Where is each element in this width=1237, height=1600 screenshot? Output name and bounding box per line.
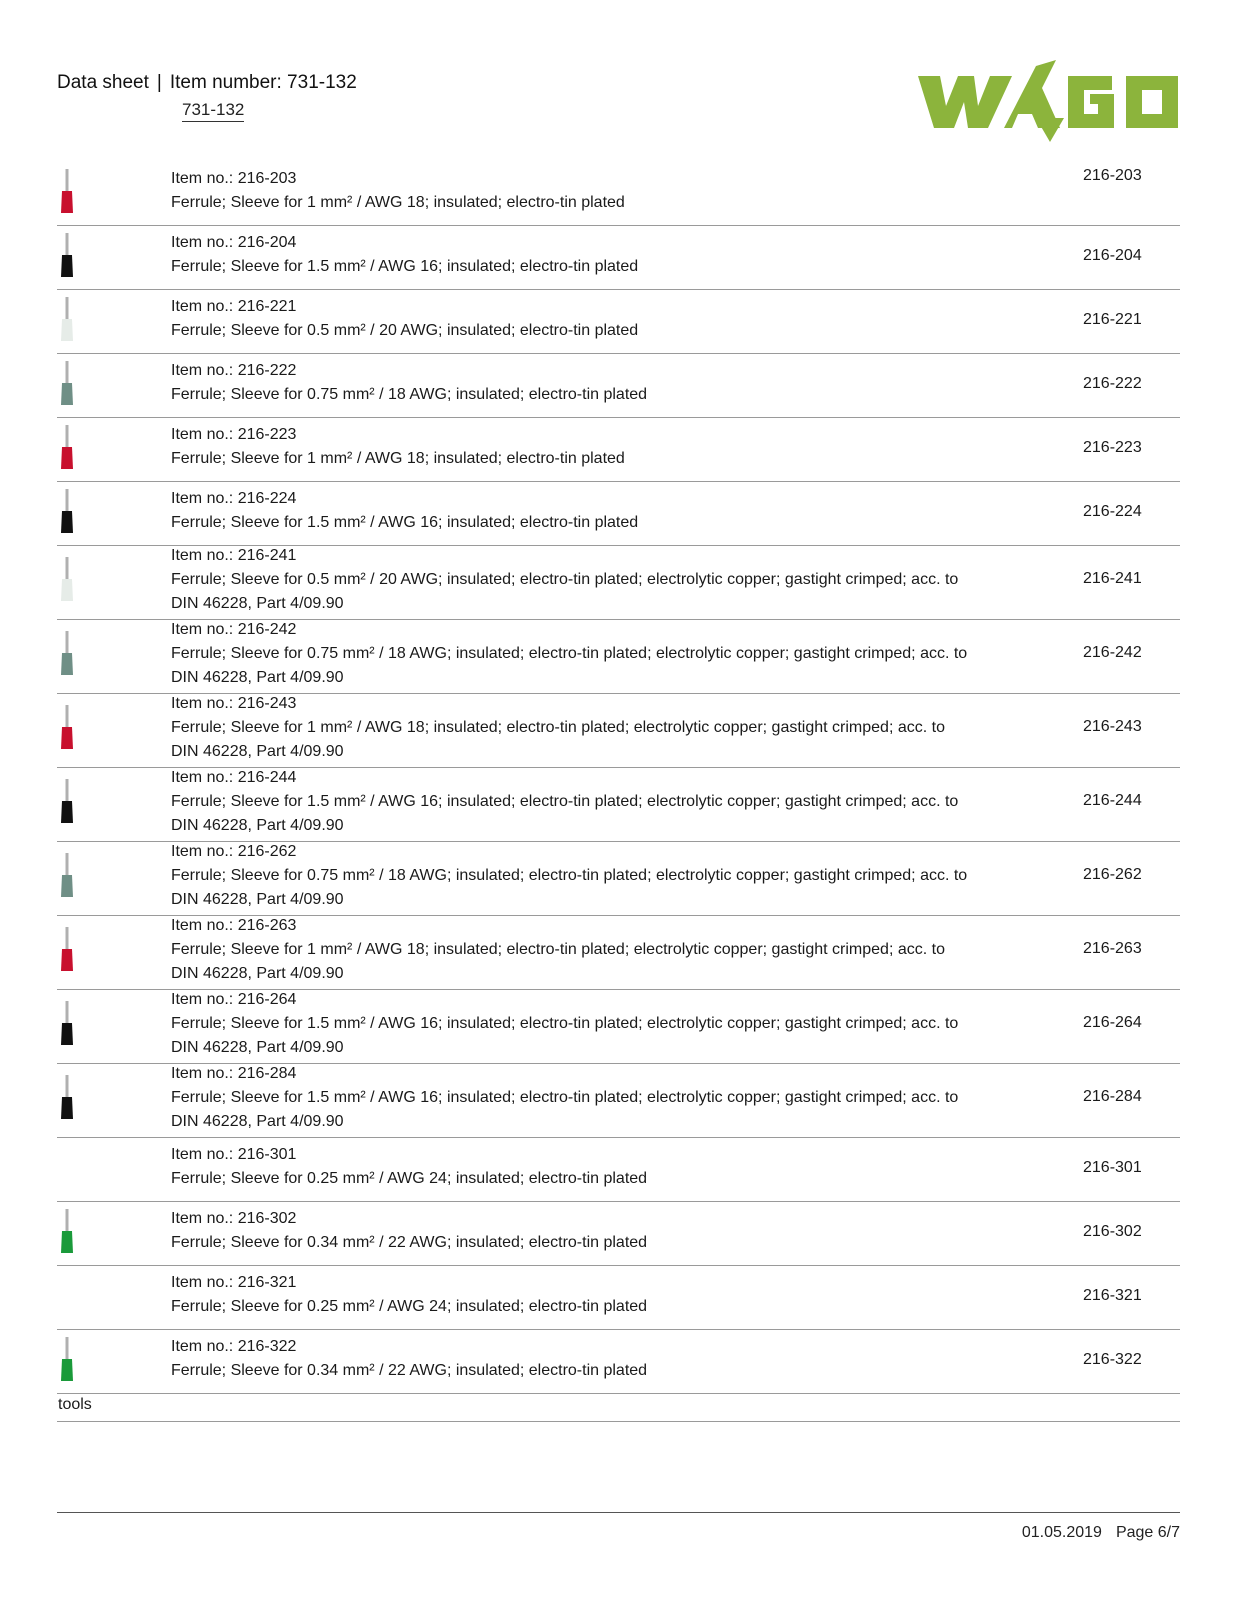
ferrule-sleeve	[61, 255, 73, 277]
footer-page-number: Page 6/7	[1115, 1524, 1180, 1541]
ferrule-sleeve	[61, 319, 73, 341]
item-reference: 216-301	[1083, 1159, 1142, 1176]
item-description: Ferrule; Sleeve for 0.5 mm² / 20 AWG; insulated; electro-tin plated	[171, 322, 639, 339]
ferrule-thumbnail	[59, 169, 75, 215]
ferrule-thumbnail	[59, 1209, 75, 1255]
list-item	[57, 1202, 1180, 1266]
ferrule-sleeve	[61, 1359, 73, 1381]
item-number: Item no.: 216-242	[171, 621, 297, 638]
item-reference: 216-284	[1083, 1088, 1142, 1105]
footer-divider	[57, 1512, 1180, 1513]
item-reference: 216-244	[1083, 792, 1142, 809]
item-number: Item no.: 216-321	[171, 1274, 297, 1291]
item-number: Item no.: 216-244	[171, 769, 297, 786]
item-description: Ferrule; Sleeve for 1 mm² / AWG 18; insulated; electro-tin plated	[171, 194, 625, 211]
wago-logo	[918, 58, 1180, 142]
list-item	[57, 226, 1180, 290]
ferrule-thumbnail	[59, 779, 75, 825]
item-number: Item no.: 216-224	[171, 490, 297, 507]
ferrule-thumbnail	[59, 927, 75, 973]
list-item	[57, 990, 1180, 1064]
item-description: Ferrule; Sleeve for 1 mm² / AWG 18; insulated; electro-tin plated	[171, 450, 625, 467]
item-reference: 216-264	[1083, 1014, 1142, 1031]
ferrule-sleeve	[61, 1231, 73, 1253]
item-description: Ferrule; Sleeve for 1.5 mm² / AWG 16; insulated; electro-tin plated; electrolytic copper; gastight crimped; acc. to DIN 46228, Part 4/09.90	[171, 1089, 959, 1130]
item-number: Item no.: 216-263	[171, 917, 297, 934]
item-description: Ferrule; Sleeve for 0.25 mm² / AWG 24; insulated; electro-tin plated	[171, 1170, 648, 1187]
item-description: Ferrule; Sleeve for 1 mm² / AWG 18; insulated; electro-tin plated; electrolytic copper; gastight crimped; acc. to DIN 46228, Part 4/09.90	[171, 719, 945, 760]
ferrule-sleeve	[61, 949, 73, 971]
item-reference: 216-262	[1083, 866, 1142, 883]
ferrule-thumbnail	[59, 1001, 75, 1047]
item-description: Ferrule; Sleeve for 0.34 mm² / 22 AWG; insulated; electro-tin plated	[171, 1234, 648, 1251]
item-description: Ferrule; Sleeve for 1.5 mm² / AWG 16; insulated; electro-tin plated; electrolytic copper; gastight crimped; acc. to DIN 46228, Part 4/09.90	[171, 793, 959, 834]
item-description: Ferrule; Sleeve for 1 mm² / AWG 18; insulated; electro-tin plated; electrolytic copper; gastight crimped; acc. to DIN 46228, Part 4/09.90	[171, 941, 945, 982]
page-footer	[1022, 1524, 1180, 1542]
list-item	[57, 620, 1180, 694]
ferrule-sleeve	[61, 1023, 73, 1045]
list-item	[57, 694, 1180, 768]
item-description: Ferrule; Sleeve for 1.5 mm² / AWG 16; insulated; electro-tin plated	[171, 514, 639, 531]
item-reference: 216-321	[1083, 1287, 1142, 1304]
list-item	[57, 418, 1180, 482]
item-description: Ferrule; Sleeve for 0.34 mm² / 22 AWG; insulated; electro-tin plated	[171, 1362, 648, 1379]
ferrule-sleeve	[61, 801, 73, 823]
list-item	[57, 290, 1180, 354]
list-item	[57, 1330, 1180, 1394]
title-item-number: Item number: 731-132	[169, 72, 357, 93]
item-description: Ferrule; Sleeve for 0.75 mm² / 18 AWG; insulated; electro-tin plated; electrolytic copper; gastight crimped; acc. to DIN 46228, Part 4/09.90	[171, 645, 968, 686]
item-description: Ferrule; Sleeve for 0.75 mm² / 18 AWG; insulated; electro-tin plated; electrolytic copper; gastight crimped; acc. to DIN 46228, Part 4/09.90	[171, 867, 968, 908]
item-number: Item no.: 216-222	[171, 362, 297, 379]
item-reference: 216-322	[1083, 1351, 1142, 1368]
ferrule-thumbnail	[59, 1075, 75, 1121]
page-title	[57, 72, 357, 94]
item-number: Item no.: 216-203	[171, 170, 297, 187]
list-item	[57, 1138, 1180, 1202]
ferrule-thumbnail	[59, 557, 75, 603]
item-number: Item no.: 216-262	[171, 843, 297, 860]
ferrule-thumbnail	[59, 233, 75, 279]
ferrule-sleeve	[61, 191, 73, 213]
list-item	[57, 546, 1180, 620]
ferrule-sleeve	[61, 511, 73, 533]
ferrule-thumbnail	[59, 489, 75, 535]
item-reference: 216-302	[1083, 1223, 1142, 1240]
ferrule-thumbnail	[59, 425, 75, 471]
item-number: Item no.: 216-221	[171, 298, 297, 315]
item-number: Item no.: 216-284	[171, 1065, 297, 1082]
ferrule-thumbnail	[59, 297, 75, 343]
list-item	[57, 354, 1180, 418]
item-number: Item no.: 216-322	[171, 1338, 297, 1355]
ferrule-sleeve	[61, 1097, 73, 1119]
ferrule-sleeve	[61, 447, 73, 469]
ferrule-sleeve	[61, 579, 73, 601]
item-reference: 216-263	[1083, 940, 1142, 957]
item-number: Item no.: 216-302	[171, 1210, 297, 1227]
ferrule-thumbnail	[59, 853, 75, 899]
item-reference: 216-243	[1083, 718, 1142, 735]
item-number-link[interactable]: 731-132	[182, 100, 244, 122]
ferrule-sleeve	[61, 653, 73, 675]
item-reference: 216-242	[1083, 644, 1142, 661]
item-number: Item no.: 216-241	[171, 547, 297, 564]
item-reference: 216-204	[1083, 247, 1142, 264]
list-item	[57, 162, 1180, 226]
tools-label: tools	[58, 1396, 92, 1413]
item-reference: 216-223	[1083, 439, 1142, 456]
item-reference: 216-203	[1083, 167, 1142, 184]
ferrule-thumbnail	[59, 705, 75, 751]
item-reference: 216-224	[1083, 503, 1142, 520]
list-item	[57, 842, 1180, 916]
item-description: Ferrule; Sleeve for 0.5 mm² / 20 AWG; insulated; electro-tin plated; electrolytic copper; gastight crimped; acc. to DIN 46228, Part 4/09.90	[171, 571, 959, 612]
ferrule-sleeve	[61, 383, 73, 405]
list-item	[57, 916, 1180, 990]
item-number: Item no.: 216-223	[171, 426, 297, 443]
tools-section-header	[57, 1394, 1180, 1422]
ferrule-thumbnail	[59, 361, 75, 407]
title-left: Data sheet	[57, 72, 149, 93]
list-item	[57, 768, 1180, 842]
item-description: Ferrule; Sleeve for 0.25 mm² / AWG 24; insulated; electro-tin plated	[171, 1298, 648, 1315]
footer-date: 01.05.2019	[1021, 1524, 1102, 1541]
ferrule-thumbnail	[59, 1337, 75, 1383]
list-item	[57, 482, 1180, 546]
accessory-list	[57, 162, 1180, 1422]
item-number: Item no.: 216-243	[171, 695, 297, 712]
item-reference: 216-241	[1083, 570, 1142, 587]
title-separator: |	[156, 72, 162, 93]
item-reference: 216-221	[1083, 311, 1142, 328]
item-number: Item no.: 216-264	[171, 991, 297, 1008]
item-reference: 216-222	[1083, 375, 1142, 392]
ferrule-sleeve	[61, 727, 73, 749]
list-item	[57, 1266, 1180, 1330]
item-description: Ferrule; Sleeve for 0.75 mm² / 18 AWG; insulated; electro-tin plated	[171, 386, 648, 403]
ferrule-sleeve	[61, 875, 73, 897]
item-number: Item no.: 216-204	[171, 234, 297, 251]
item-number: Item no.: 216-301	[171, 1146, 297, 1163]
item-description: Ferrule; Sleeve for 1.5 mm² / AWG 16; insulated; electro-tin plated; electrolytic copper; gastight crimped; acc. to DIN 46228, Part 4/09.90	[171, 1015, 959, 1056]
list-item	[57, 1064, 1180, 1138]
ferrule-thumbnail	[59, 631, 75, 677]
item-description: Ferrule; Sleeve for 1.5 mm² / AWG 16; insulated; electro-tin plated	[171, 258, 639, 275]
